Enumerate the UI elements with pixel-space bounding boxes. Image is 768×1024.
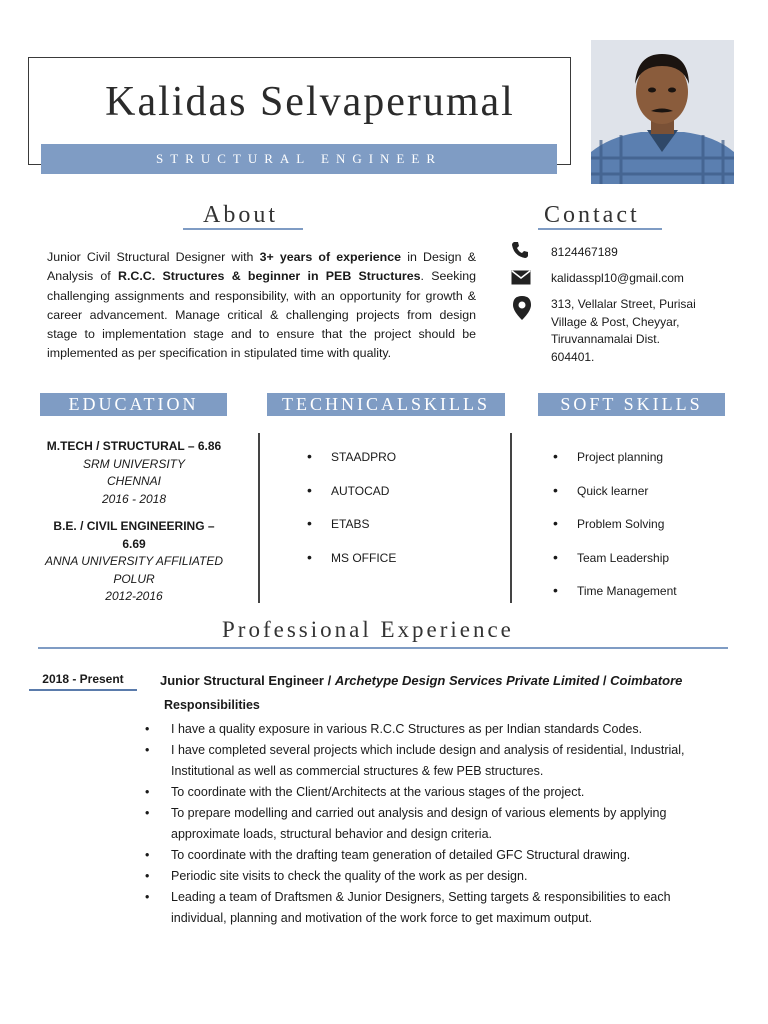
responsibilities-heading: Responsibilities	[164, 698, 260, 712]
education-item: M.TECH / STRUCTURAL – 6.86 SRM UNIVERSITY CHENNAI 2016 - 2018	[46, 439, 222, 506]
soft-skills-heading: SOFT SKILLS	[538, 393, 725, 416]
map-pin-icon	[513, 296, 531, 325]
list-item: • MS OFFICE	[307, 551, 396, 585]
phone-number: 8124467189	[551, 245, 618, 259]
list-item: • Team Leadership	[553, 551, 677, 585]
list-item: • Quick learner	[553, 484, 677, 518]
list-item: • Time Management	[553, 584, 677, 618]
address: 313, Vellalar Street, Purisai Village & Post, Cheyyar, Tiruvannamalai Dist. 604401.	[551, 297, 696, 364]
column-divider	[510, 433, 512, 603]
candidate-name: Kalidas Selvaperumal	[105, 79, 515, 125]
column-divider	[258, 433, 260, 603]
education-heading: EDUCATION	[40, 393, 227, 416]
list-item: • I have completed several projects which include design and analysis of residential, Industrial, Institutional as well as commercial structures & few PEB structures.	[145, 740, 705, 782]
contact-heading: Contact	[544, 202, 640, 228]
list-item: • I have a quality exposure in various R.C.C Structures as per Indian standards Codes.	[145, 719, 705, 740]
experience-underline	[38, 647, 728, 649]
list-item: • Problem Solving	[553, 517, 677, 551]
list-item: • To coordinate with the drafting team generation of detailed GFC Structural drawing.	[145, 845, 705, 866]
responsibilities-list	[145, 719, 705, 929]
list-item: • STAADPRO	[307, 450, 396, 484]
experience-date: 2018 - Present	[42, 672, 124, 686]
list-item: • AUTOCAD	[307, 484, 396, 518]
email-address: kalidasspl10@gmail.com	[551, 271, 684, 285]
list-item: • Periodic site visits to check the quality of the work as per design.	[145, 866, 705, 887]
contact-underline	[538, 228, 662, 230]
list-item: • ETABS	[307, 517, 396, 551]
experience-heading: Professional Experience	[222, 617, 514, 642]
about-heading: About	[203, 202, 278, 228]
list-item: • To prepare modelling and carried out analysis and design of various elements by applying approximate loads, structural behavior and design criteria.	[145, 803, 705, 845]
date-underline	[29, 689, 137, 691]
job-title-banner: STRUCTURAL ENGINEER	[41, 144, 557, 174]
list-item: • Leading a team of Draftsmen & Junior Designers, Setting targets & responsibilities to each individual, planning and motivation of the work force to get maximum output.	[145, 887, 705, 929]
about-text: Junior Civil Structural Designer with 3+ years of experience in Design & Analysis of R.C.C. Structures & beginner in PEB Structures. Seeking challenging assignments and responsibility, with an opportunity for growth & career advancement. Manage critical & challenging projects from design stage to implementation stage and to ensure that the project should be implemented as per specification in stipulated time with quality.	[47, 250, 477, 361]
about-underline	[183, 228, 303, 230]
soft-skills-list	[553, 450, 677, 618]
list-item: • Project planning	[553, 450, 677, 484]
education-item: B.E. / CIVIL ENGINEERING – 6.69 ANNA UNIVERSITY AFFILIATED POLUR 2012-2016	[44, 519, 224, 603]
job-line: Junior Structural Engineer / Archetype Design Services Private Limited / Coimbatore	[160, 673, 683, 688]
profile-photo	[591, 40, 734, 184]
technical-skills-heading: TECHNICALSKILLS	[267, 393, 505, 416]
list-item: • To coordinate with the Client/Architects at the various stages of the project.	[145, 782, 705, 803]
phone-icon	[510, 240, 530, 265]
technical-skills-list	[307, 450, 396, 584]
envelope-icon	[511, 270, 531, 290]
